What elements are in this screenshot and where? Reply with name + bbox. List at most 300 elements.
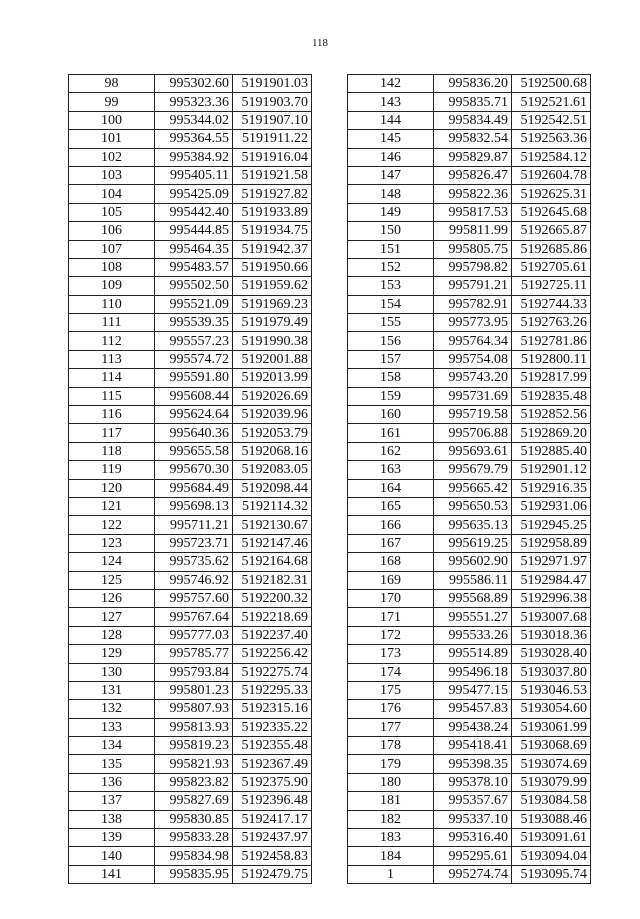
x-coordinate-cell: 995514.89 xyxy=(434,645,512,663)
x-coordinate-cell: 995735.62 xyxy=(155,553,233,571)
y-coordinate-cell: 5192315.16 xyxy=(233,700,312,718)
coordinates-table-right-body xyxy=(348,75,591,884)
x-coordinate-cell: 995398.35 xyxy=(434,755,512,773)
x-coordinate-cell: 995295.61 xyxy=(434,847,512,865)
table-row xyxy=(69,497,312,515)
y-coordinate-cell: 5192001.88 xyxy=(233,350,312,368)
x-coordinate-cell: 995743.20 xyxy=(434,369,512,387)
point-number-cell: 124 xyxy=(69,553,155,571)
point-number-cell: 128 xyxy=(69,626,155,644)
y-coordinate-cell: 5193054.60 xyxy=(512,700,591,718)
table-row xyxy=(69,350,312,368)
y-coordinate-cell: 5192665.87 xyxy=(512,222,591,240)
y-coordinate-cell: 5192256.42 xyxy=(233,645,312,663)
x-coordinate-cell: 995757.60 xyxy=(155,589,233,607)
y-coordinate-cell: 5192164.68 xyxy=(233,553,312,571)
point-number-cell: 183 xyxy=(348,829,434,847)
table-row xyxy=(69,810,312,828)
x-coordinate-cell: 995425.09 xyxy=(155,185,233,203)
table-row xyxy=(69,203,312,221)
x-coordinate-cell: 995316.40 xyxy=(434,829,512,847)
y-coordinate-cell: 5192852.56 xyxy=(512,406,591,424)
x-coordinate-cell: 995746.92 xyxy=(155,571,233,589)
point-number-cell: 113 xyxy=(69,350,155,368)
x-coordinate-cell: 995805.75 xyxy=(434,240,512,258)
table-row xyxy=(69,847,312,865)
x-coordinate-cell: 995793.84 xyxy=(155,663,233,681)
x-coordinate-cell: 995817.53 xyxy=(434,203,512,221)
table-row xyxy=(348,406,591,424)
point-number-cell: 159 xyxy=(348,387,434,405)
table-row xyxy=(69,222,312,240)
point-number-cell: 105 xyxy=(69,203,155,221)
y-coordinate-cell: 5192869.20 xyxy=(512,424,591,442)
y-coordinate-cell: 5192275.74 xyxy=(233,663,312,681)
y-coordinate-cell: 5191921.58 xyxy=(233,166,312,184)
y-coordinate-cell: 5191990.38 xyxy=(233,332,312,350)
point-number-cell: 142 xyxy=(348,75,434,93)
table-row xyxy=(348,773,591,791)
y-coordinate-cell: 5192584.12 xyxy=(512,148,591,166)
point-number-cell: 179 xyxy=(348,755,434,773)
point-number-cell: 166 xyxy=(348,516,434,534)
point-number-cell: 139 xyxy=(69,829,155,847)
y-coordinate-cell: 5192479.75 xyxy=(233,865,312,883)
y-coordinate-cell: 5191927.82 xyxy=(233,185,312,203)
table-row xyxy=(69,93,312,111)
y-coordinate-cell: 5191903.70 xyxy=(233,93,312,111)
x-coordinate-cell: 995835.95 xyxy=(155,865,233,883)
x-coordinate-cell: 995782.91 xyxy=(434,295,512,313)
x-coordinate-cell: 995754.08 xyxy=(434,350,512,368)
y-coordinate-cell: 5192458.83 xyxy=(233,847,312,865)
coordinates-table-right xyxy=(347,74,591,884)
x-coordinate-cell: 995706.88 xyxy=(434,424,512,442)
x-coordinate-cell: 995274.74 xyxy=(434,865,512,883)
point-number-cell: 106 xyxy=(69,222,155,240)
table-row xyxy=(69,332,312,350)
y-coordinate-cell: 5193091.61 xyxy=(512,829,591,847)
point-number-cell: 122 xyxy=(69,516,155,534)
x-coordinate-cell: 995574.72 xyxy=(155,350,233,368)
point-number-cell: 165 xyxy=(348,497,434,515)
point-number-cell: 182 xyxy=(348,810,434,828)
x-coordinate-cell: 995813.93 xyxy=(155,718,233,736)
point-number-cell: 104 xyxy=(69,185,155,203)
x-coordinate-cell: 995457.83 xyxy=(434,700,512,718)
point-number-cell: 168 xyxy=(348,553,434,571)
table-row xyxy=(69,406,312,424)
table-row xyxy=(348,369,591,387)
table-row xyxy=(69,792,312,810)
x-coordinate-cell: 995684.49 xyxy=(155,479,233,497)
y-coordinate-cell: 5192901.12 xyxy=(512,461,591,479)
y-coordinate-cell: 5192147.46 xyxy=(233,534,312,552)
table-row xyxy=(69,755,312,773)
y-coordinate-cell: 5192367.49 xyxy=(233,755,312,773)
y-coordinate-cell: 5193094.04 xyxy=(512,847,591,865)
x-coordinate-cell: 995418.41 xyxy=(434,737,512,755)
y-coordinate-cell: 5192500.68 xyxy=(512,75,591,93)
table-row xyxy=(69,571,312,589)
x-coordinate-cell: 995533.26 xyxy=(434,626,512,644)
table-row xyxy=(348,111,591,129)
table-row xyxy=(348,130,591,148)
table-row xyxy=(348,222,591,240)
table-row xyxy=(348,553,591,571)
x-coordinate-cell: 995483.57 xyxy=(155,258,233,276)
x-coordinate-cell: 995830.85 xyxy=(155,810,233,828)
table-row xyxy=(348,442,591,460)
table-row xyxy=(69,258,312,276)
table-row xyxy=(348,516,591,534)
x-coordinate-cell: 995502.50 xyxy=(155,277,233,295)
table-row xyxy=(348,350,591,368)
y-coordinate-cell: 5192945.25 xyxy=(512,516,591,534)
table-row xyxy=(69,424,312,442)
point-number-cell: 147 xyxy=(348,166,434,184)
y-coordinate-cell: 5193095.74 xyxy=(512,865,591,883)
table-row xyxy=(69,626,312,644)
y-coordinate-cell: 5191911.22 xyxy=(233,130,312,148)
y-coordinate-cell: 5191934.75 xyxy=(233,222,312,240)
point-number-cell: 167 xyxy=(348,534,434,552)
x-coordinate-cell: 995337.10 xyxy=(434,810,512,828)
point-number-cell: 132 xyxy=(69,700,155,718)
x-coordinate-cell: 995384.92 xyxy=(155,148,233,166)
y-coordinate-cell: 5192295.33 xyxy=(233,681,312,699)
x-coordinate-cell: 995378.10 xyxy=(434,773,512,791)
point-number-cell: 155 xyxy=(348,314,434,332)
point-number-cell: 144 xyxy=(348,111,434,129)
x-coordinate-cell: 995444.85 xyxy=(155,222,233,240)
table-row xyxy=(69,773,312,791)
y-coordinate-cell: 5192200.32 xyxy=(233,589,312,607)
x-coordinate-cell: 995539.35 xyxy=(155,314,233,332)
y-coordinate-cell: 5192417.17 xyxy=(233,810,312,828)
y-coordinate-cell: 5192835.48 xyxy=(512,387,591,405)
y-coordinate-cell: 5192800.11 xyxy=(512,350,591,368)
y-coordinate-cell: 5191916.04 xyxy=(233,148,312,166)
point-number-cell: 163 xyxy=(348,461,434,479)
x-coordinate-cell: 995829.87 xyxy=(434,148,512,166)
y-coordinate-cell: 5192375.90 xyxy=(233,773,312,791)
x-coordinate-cell: 995586.11 xyxy=(434,571,512,589)
table-row xyxy=(348,461,591,479)
point-number-cell: 156 xyxy=(348,332,434,350)
point-number-cell: 134 xyxy=(69,737,155,755)
table-row xyxy=(348,847,591,865)
point-number-cell: 112 xyxy=(69,332,155,350)
y-coordinate-cell: 5192218.69 xyxy=(233,608,312,626)
y-coordinate-cell: 5192237.40 xyxy=(233,626,312,644)
point-number-cell: 181 xyxy=(348,792,434,810)
x-coordinate-cell: 995798.82 xyxy=(434,258,512,276)
point-number-cell: 175 xyxy=(348,681,434,699)
y-coordinate-cell: 5192130.67 xyxy=(233,516,312,534)
point-number-cell: 102 xyxy=(69,148,155,166)
point-number-cell: 120 xyxy=(69,479,155,497)
x-coordinate-cell: 995640.36 xyxy=(155,424,233,442)
point-number-cell: 140 xyxy=(69,847,155,865)
table-row xyxy=(69,681,312,699)
point-number-cell: 123 xyxy=(69,534,155,552)
table-row xyxy=(348,700,591,718)
y-coordinate-cell: 5193068.69 xyxy=(512,737,591,755)
y-coordinate-cell: 5193074.69 xyxy=(512,755,591,773)
y-coordinate-cell: 5192971.97 xyxy=(512,553,591,571)
y-coordinate-cell: 5192563.36 xyxy=(512,130,591,148)
point-number-cell: 150 xyxy=(348,222,434,240)
x-coordinate-cell: 995835.71 xyxy=(434,93,512,111)
point-number-cell: 131 xyxy=(69,681,155,699)
y-coordinate-cell: 5192098.44 xyxy=(233,479,312,497)
table-row xyxy=(69,589,312,607)
table-row xyxy=(348,571,591,589)
x-coordinate-cell: 995785.77 xyxy=(155,645,233,663)
y-coordinate-cell: 5192705.61 xyxy=(512,258,591,276)
x-coordinate-cell: 995591.80 xyxy=(155,369,233,387)
x-coordinate-cell: 995624.64 xyxy=(155,406,233,424)
point-number-cell: 177 xyxy=(348,718,434,736)
table-row xyxy=(348,589,591,607)
x-coordinate-cell: 995801.23 xyxy=(155,681,233,699)
table-row xyxy=(348,663,591,681)
point-number-cell: 117 xyxy=(69,424,155,442)
y-coordinate-cell: 5192744.33 xyxy=(512,295,591,313)
point-number-cell: 170 xyxy=(348,589,434,607)
y-coordinate-cell: 5193028.40 xyxy=(512,645,591,663)
point-number-cell: 121 xyxy=(69,497,155,515)
x-coordinate-cell: 995302.60 xyxy=(155,75,233,93)
x-coordinate-cell: 995767.64 xyxy=(155,608,233,626)
point-number-cell: 137 xyxy=(69,792,155,810)
point-number-cell: 143 xyxy=(348,93,434,111)
x-coordinate-cell: 995833.28 xyxy=(155,829,233,847)
table-row xyxy=(348,479,591,497)
point-number-cell: 162 xyxy=(348,442,434,460)
x-coordinate-cell: 995357.67 xyxy=(434,792,512,810)
x-coordinate-cell: 995693.61 xyxy=(434,442,512,460)
y-coordinate-cell: 5193084.58 xyxy=(512,792,591,810)
table-row xyxy=(69,369,312,387)
x-coordinate-cell: 995807.93 xyxy=(155,700,233,718)
x-coordinate-cell: 995834.49 xyxy=(434,111,512,129)
point-number-cell: 101 xyxy=(69,130,155,148)
y-coordinate-cell: 5193088.46 xyxy=(512,810,591,828)
y-coordinate-cell: 5192053.79 xyxy=(233,424,312,442)
point-number-cell: 118 xyxy=(69,442,155,460)
table-row xyxy=(348,75,591,93)
point-number-cell: 119 xyxy=(69,461,155,479)
x-coordinate-cell: 995836.20 xyxy=(434,75,512,93)
y-coordinate-cell: 5192916.35 xyxy=(512,479,591,497)
point-number-cell: 151 xyxy=(348,240,434,258)
table-row xyxy=(69,865,312,883)
table-row xyxy=(69,148,312,166)
table-row xyxy=(348,534,591,552)
x-coordinate-cell: 995819.23 xyxy=(155,737,233,755)
y-coordinate-cell: 5191950.66 xyxy=(233,258,312,276)
y-coordinate-cell: 5191942.37 xyxy=(233,240,312,258)
point-number-cell: 178 xyxy=(348,737,434,755)
x-coordinate-cell: 995764.34 xyxy=(434,332,512,350)
x-coordinate-cell: 995811.99 xyxy=(434,222,512,240)
x-coordinate-cell: 995405.11 xyxy=(155,166,233,184)
point-number-cell: 100 xyxy=(69,111,155,129)
table-row xyxy=(348,424,591,442)
table-row xyxy=(69,553,312,571)
table-row xyxy=(348,718,591,736)
point-number-cell: 109 xyxy=(69,277,155,295)
y-coordinate-cell: 5192984.47 xyxy=(512,571,591,589)
table-row xyxy=(69,479,312,497)
coordinates-table-left-body xyxy=(69,75,312,884)
table-row xyxy=(348,295,591,313)
y-coordinate-cell: 5193046.53 xyxy=(512,681,591,699)
point-number-cell: 153 xyxy=(348,277,434,295)
point-number-cell: 154 xyxy=(348,295,434,313)
y-coordinate-cell: 5192685.86 xyxy=(512,240,591,258)
table-row xyxy=(348,737,591,755)
point-number-cell: 176 xyxy=(348,700,434,718)
table-row xyxy=(69,240,312,258)
y-coordinate-cell: 5191933.89 xyxy=(233,203,312,221)
point-number-cell: 149 xyxy=(348,203,434,221)
table-row xyxy=(348,497,591,515)
x-coordinate-cell: 995364.55 xyxy=(155,130,233,148)
point-number-cell: 169 xyxy=(348,571,434,589)
x-coordinate-cell: 995679.79 xyxy=(434,461,512,479)
x-coordinate-cell: 995650.53 xyxy=(434,497,512,515)
point-number-cell: 130 xyxy=(69,663,155,681)
x-coordinate-cell: 995464.35 xyxy=(155,240,233,258)
table-row xyxy=(69,461,312,479)
x-coordinate-cell: 995823.82 xyxy=(155,773,233,791)
x-coordinate-cell: 995655.58 xyxy=(155,442,233,460)
x-coordinate-cell: 995635.13 xyxy=(434,516,512,534)
table-row xyxy=(69,130,312,148)
x-coordinate-cell: 995438.24 xyxy=(434,718,512,736)
table-row xyxy=(348,185,591,203)
y-coordinate-cell: 5192521.61 xyxy=(512,93,591,111)
x-coordinate-cell: 995773.95 xyxy=(434,314,512,332)
x-coordinate-cell: 995821.93 xyxy=(155,755,233,773)
point-number-cell: 110 xyxy=(69,295,155,313)
x-coordinate-cell: 995496.18 xyxy=(434,663,512,681)
point-number-cell: 133 xyxy=(69,718,155,736)
table-row xyxy=(348,829,591,847)
y-coordinate-cell: 5193037.80 xyxy=(512,663,591,681)
table-row xyxy=(69,534,312,552)
table-row xyxy=(69,718,312,736)
table-row xyxy=(69,314,312,332)
table-row xyxy=(348,865,591,883)
y-coordinate-cell: 5193061.99 xyxy=(512,718,591,736)
x-coordinate-cell: 995723.71 xyxy=(155,534,233,552)
point-number-cell: 145 xyxy=(348,130,434,148)
table-row xyxy=(69,166,312,184)
point-number-cell: 141 xyxy=(69,865,155,883)
point-number-cell: 114 xyxy=(69,369,155,387)
point-number-cell: 158 xyxy=(348,369,434,387)
table-row xyxy=(69,111,312,129)
table-row xyxy=(348,148,591,166)
x-coordinate-cell: 995608.44 xyxy=(155,387,233,405)
x-coordinate-cell: 995834.98 xyxy=(155,847,233,865)
point-number-cell: 136 xyxy=(69,773,155,791)
point-number-cell: 103 xyxy=(69,166,155,184)
table-row xyxy=(69,185,312,203)
y-coordinate-cell: 5192604.78 xyxy=(512,166,591,184)
point-number-cell: 174 xyxy=(348,663,434,681)
point-number-cell: 99 xyxy=(69,93,155,111)
x-coordinate-cell: 995477.15 xyxy=(434,681,512,699)
x-coordinate-cell: 995791.21 xyxy=(434,277,512,295)
y-coordinate-cell: 5192625.31 xyxy=(512,185,591,203)
table-row xyxy=(348,810,591,828)
table-row xyxy=(348,203,591,221)
x-coordinate-cell: 995442.40 xyxy=(155,203,233,221)
point-number-cell: 152 xyxy=(348,258,434,276)
point-number-cell: 115 xyxy=(69,387,155,405)
point-number-cell: 129 xyxy=(69,645,155,663)
table-row xyxy=(69,75,312,93)
y-coordinate-cell: 5192083.05 xyxy=(233,461,312,479)
point-number-cell: 157 xyxy=(348,350,434,368)
point-number-cell: 125 xyxy=(69,571,155,589)
table-row xyxy=(69,608,312,626)
table-row xyxy=(348,681,591,699)
point-number-cell: 173 xyxy=(348,645,434,663)
y-coordinate-cell: 5193079.99 xyxy=(512,773,591,791)
coordinates-table-left xyxy=(68,74,312,884)
point-number-cell: 146 xyxy=(348,148,434,166)
y-coordinate-cell: 5192026.69 xyxy=(233,387,312,405)
y-coordinate-cell: 5192996.38 xyxy=(512,589,591,607)
y-coordinate-cell: 5193007.68 xyxy=(512,608,591,626)
point-number-cell: 148 xyxy=(348,185,434,203)
y-coordinate-cell: 5192039.96 xyxy=(233,406,312,424)
point-number-cell: 184 xyxy=(348,847,434,865)
table-row xyxy=(69,295,312,313)
point-number-cell: 1 xyxy=(348,865,434,883)
y-coordinate-cell: 5192781.86 xyxy=(512,332,591,350)
x-coordinate-cell: 995551.27 xyxy=(434,608,512,626)
y-coordinate-cell: 5192396.48 xyxy=(233,792,312,810)
x-coordinate-cell: 995323.36 xyxy=(155,93,233,111)
point-number-cell: 161 xyxy=(348,424,434,442)
table-row xyxy=(348,166,591,184)
table-row xyxy=(69,645,312,663)
y-coordinate-cell: 5192114.32 xyxy=(233,497,312,515)
point-number-cell: 116 xyxy=(69,406,155,424)
x-coordinate-cell: 995719.58 xyxy=(434,406,512,424)
y-coordinate-cell: 5191901.03 xyxy=(233,75,312,93)
x-coordinate-cell: 995731.69 xyxy=(434,387,512,405)
x-coordinate-cell: 995777.03 xyxy=(155,626,233,644)
y-coordinate-cell: 5191907.10 xyxy=(233,111,312,129)
table-row xyxy=(348,755,591,773)
x-coordinate-cell: 995826.47 xyxy=(434,166,512,184)
y-coordinate-cell: 5192645.68 xyxy=(512,203,591,221)
x-coordinate-cell: 995698.13 xyxy=(155,497,233,515)
table-row xyxy=(348,387,591,405)
y-coordinate-cell: 5192931.06 xyxy=(512,497,591,515)
x-coordinate-cell: 995827.69 xyxy=(155,792,233,810)
point-number-cell: 138 xyxy=(69,810,155,828)
point-number-cell: 127 xyxy=(69,608,155,626)
